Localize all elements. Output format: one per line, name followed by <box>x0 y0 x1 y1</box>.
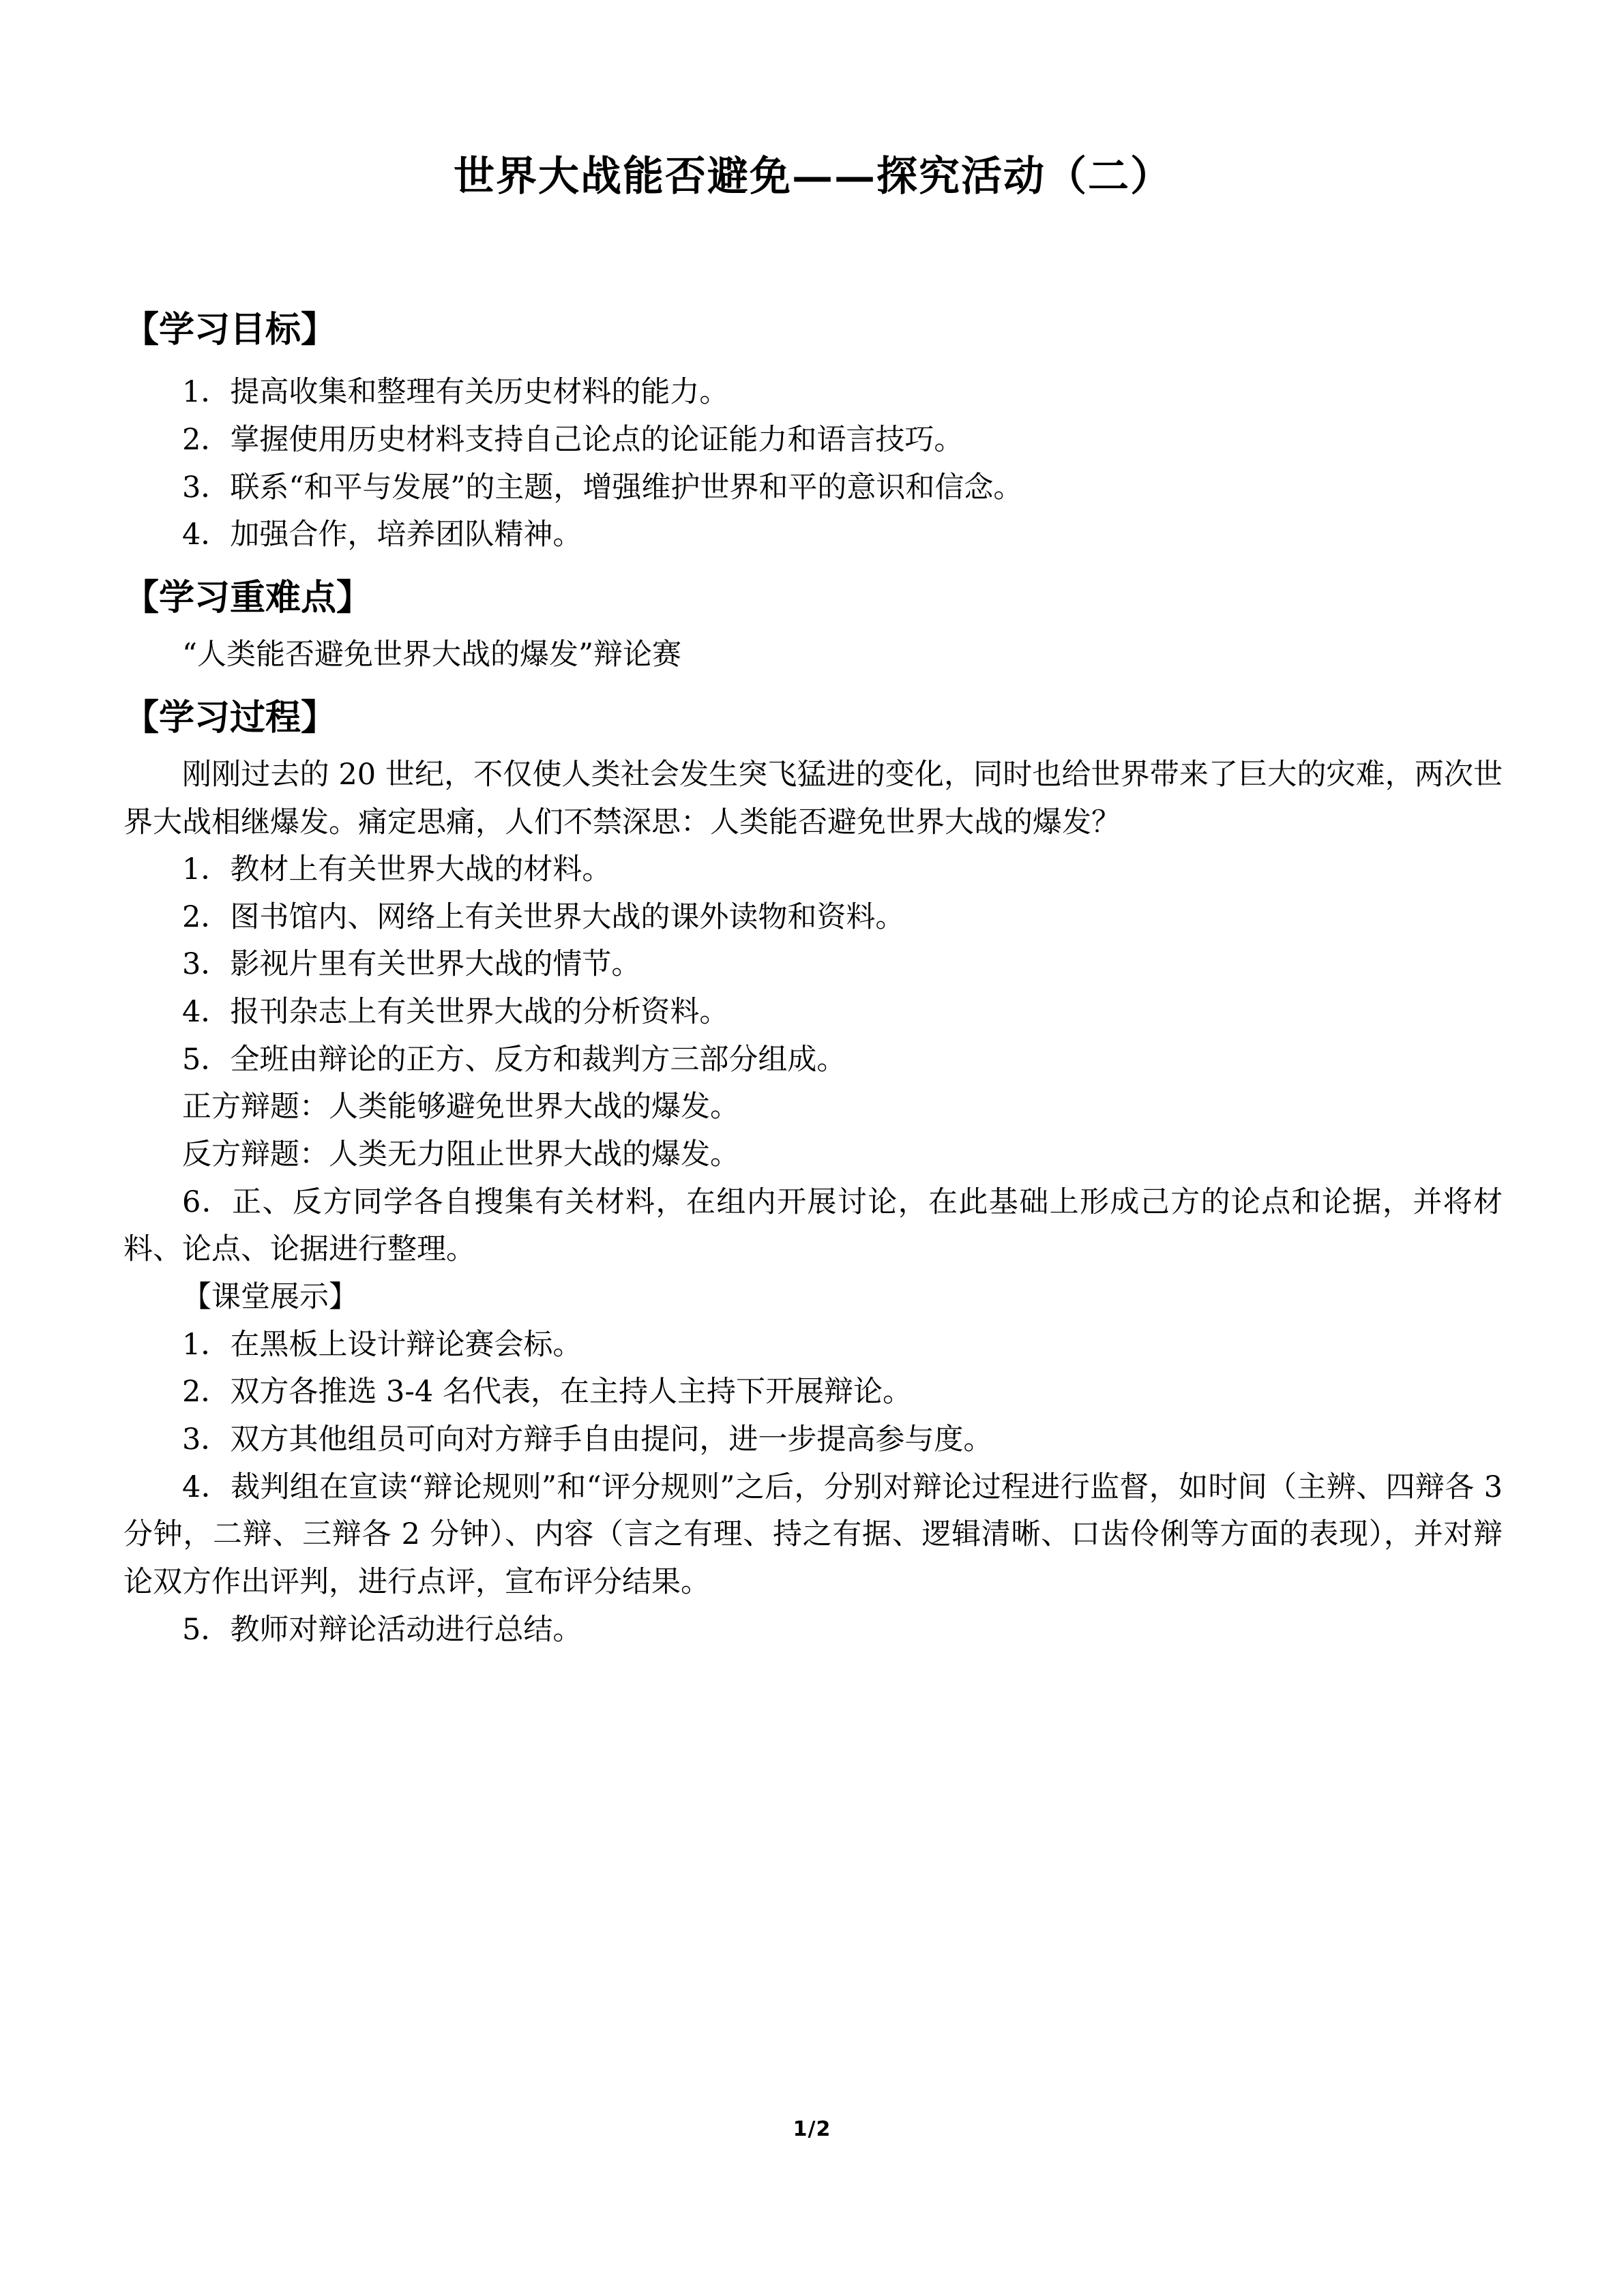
page-footer: 1/2 <box>793 2117 831 2141</box>
list-item: 1．在黑板上设计辩论赛会标。 <box>182 1327 582 1362</box>
list-item: 4．裁判组在宣读“辩论规则”和“评分规则”之后，分别对辩论过程进行监督，如时间（主辨、四辩各 3 分钟，二辩、三辩各 2 分钟）、内容（言之有理、持之有据、逻辑清晰、口齿伶俐等方面的表现），并对辩论双方作出评判，进行点评，宣布评分结果。 <box>123 1470 1503 1599</box>
list-item: 5．全班由辩论的正方、反方和裁判方三部分组成。 <box>182 1042 846 1077</box>
list-item: 2．双方各推选 3-4 名代表，在主持人主持下开展辩论。 <box>182 1375 912 1410</box>
list-item: 2．掌握使用历史材料支持自己论点的论证能力和语言技巧。 <box>182 422 964 457</box>
list-item: 4．加强合作，培养团队精神。 <box>182 518 582 552</box>
list-item: 3．双方其他组员可向对方辩手自由提问，进一步提高参与度。 <box>182 1422 993 1457</box>
section-heading-classroom-display: 【课堂展示】 <box>182 1280 358 1315</box>
document-body <box>123 0 1503 1654</box>
list-item: 3．影视片里有关世界大战的情节。 <box>182 947 641 982</box>
list-item: 3．联系“和平与发展”的主题，增强维护世界和平的意识和信念。 <box>182 470 1023 505</box>
section-heading-process: 【学习过程】 <box>123 696 337 739</box>
page-title: 世界大战能否避免——探究活动（二） <box>454 153 1172 200</box>
topic-affirmative: 正方辩题：人类能够避免世界大战的爆发。 <box>182 1090 739 1124</box>
list-item: 1．提高收集和整理有关历史材料的能力。 <box>182 375 729 410</box>
list-item: 2．图书馆内、网络上有关世界大战的课外读物和资料。 <box>182 899 905 934</box>
section-heading-focus: 【学习重难点】 <box>123 576 372 618</box>
list-item: 6．正、反方同学各自搜集有关材料，在组内开展讨论，在此基础上形成己方的论点和论据，并将材料、论点、论据进行整理。 <box>123 1184 1503 1267</box>
spacer <box>123 622 1503 631</box>
list-item: “人类能否避免世界大战的爆发”辩论赛 <box>182 638 681 672</box>
topic-negative: 反方辩题：人类无力阻止世界大战的爆发。 <box>182 1137 739 1172</box>
list-item: 4．报刊杂志上有关世界大战的分析资料。 <box>182 995 729 1030</box>
spacer <box>123 354 1503 369</box>
list-item: 5．教师对辩论活动进行总结。 <box>182 1612 582 1647</box>
section-heading-goals: 【学习目标】 <box>123 309 337 351</box>
spacer <box>123 742 1503 751</box>
list-item: 1．教材上有关世界大战的材料。 <box>182 852 612 887</box>
process-intro-paragraph: 刚刚过去的 20 世纪，不仅使人类社会发生突飞猛进的变化，同时也给世界带来了巨大的灾难，两次世界大战相继爆发。痛定思痛，人们不禁深思：人类能否避免世界大战的爆发？ <box>123 757 1503 839</box>
